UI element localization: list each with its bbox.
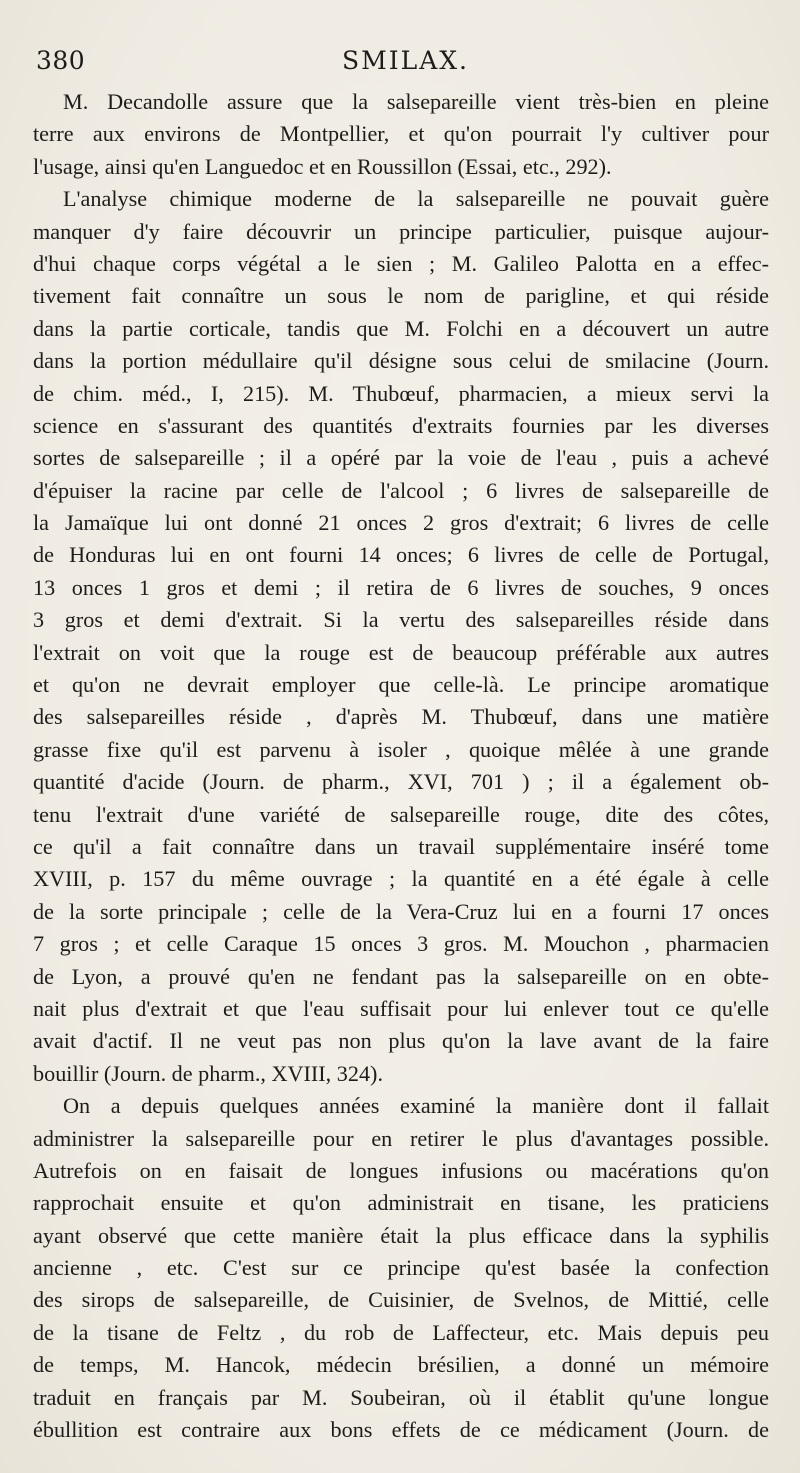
- text-line: dans la partie corticale, tandis que M. Folchi en a découvert un autre: [33, 315, 769, 341]
- text-line: ébullition est contraire aux bons effets de ce médicament (Journ. de: [33, 1417, 769, 1443]
- text-line: l'usage, ainsi qu'en Languedoc et en Roussillon (Essai, etc., 292).: [33, 153, 612, 179]
- text-line: traduit en français par M. Soubeiran, où il établit qu'une longue: [33, 1384, 769, 1410]
- page-header: [36, 46, 776, 82]
- text-line: de Lyon, a prouvé qu'en ne fendant pas la salsepareille on en obte-: [33, 963, 769, 989]
- text-line: rapprochait ensuite et qu'on administrait en tisane, les praticiens: [33, 1190, 769, 1216]
- text-line: science en s'assurant des quantités d'extraits fournies par les diverses: [33, 412, 769, 438]
- body-text: [33, 86, 769, 1446]
- text-line: avait d'actif. Il ne veut pas non plus qu'on la lave avant de la faire: [33, 1028, 769, 1054]
- text-line: dans la portion médullaire qu'il désigne sous celui de smilacine (Journ.: [33, 348, 769, 374]
- text-line: On a depuis quelques années examiné la manière dont il fallait: [63, 1093, 769, 1119]
- text-line: M. Decandolle assure que la salsepareille vient très-bien en pleine: [63, 89, 769, 114]
- text-line: nait plus d'extrait et que l'eau suffisait pour lui enlever tout ce qu'elle: [33, 995, 769, 1021]
- text-line: des sirops de salsepareille, de Cuisinier, de Svelnos, de Mittié, celle: [33, 1287, 769, 1313]
- text-line: 3 gros et demi d'extrait. Si la vertu des salsepareilles réside dans: [33, 607, 769, 633]
- text-line: manquer d'y faire découvrir un principe particulier, puisque aujour-: [33, 218, 769, 244]
- text-line: sortes de salsepareille ; il a opéré par la voie de l'eau , puis a achevé: [33, 445, 769, 471]
- running-head: SMILAX.: [342, 46, 470, 75]
- text-line: de la tisane de Feltz , du rob de Laffecteur, etc. Mais depuis peu: [33, 1319, 769, 1345]
- text-line: quantité d'acide (Journ. de pharm., XVI, 701 ) ; il a également ob-: [33, 769, 769, 795]
- text-line: de chim. méd., I, 215). M. Thubœuf, pharmacien, a mieux servi la: [33, 380, 769, 406]
- text-line: ayant observé que cette manière était la plus efficace dans la syphilis: [33, 1222, 769, 1248]
- text-line: ce qu'il a fait connaître dans un travail supplémentaire inséré tome: [33, 833, 769, 859]
- text-line: tivement fait connaître un sous le nom de parigline, et qui réside: [33, 283, 769, 309]
- text-line: 13 onces 1 gros et demi ; il retira de 6 livres de souches, 9 onces: [33, 574, 769, 600]
- text-line: d'hui chaque corps végétal a le sien ; M. Galileo Palotta en a effec-: [33, 250, 769, 276]
- text-line: tenu l'extrait d'une variété de salsepareille rouge, dite des côtes,: [33, 801, 769, 827]
- text-line: et qu'on ne devrait employer que celle-là. Le principe aromatique: [33, 672, 769, 698]
- text-line: Autrefois on en faisait de longues infusions ou macérations qu'on: [33, 1157, 769, 1183]
- text-line: 7 gros ; et celle Caraque 15 onces 3 gros. M. Mouchon , pharmacien: [33, 931, 769, 957]
- text-line: XVIII, p. 157 du même ouvrage ; la quantité en a été égale à celle: [33, 866, 769, 892]
- text-line: de la sorte principale ; celle de la Vera-Cruz lui en a fourni 17 onces: [33, 898, 769, 924]
- text-line: d'épuiser la racine par celle de l'alcool ; 6 livres de salsepareille de: [33, 477, 769, 503]
- text-line: administrer la salsepareille pour en retirer le plus d'avantages possible.: [33, 1125, 769, 1151]
- text-line: l'extrait on voit que la rouge est de beaucoup préférable aux autres: [33, 639, 769, 665]
- text-line: des salsepareilles réside , d'après M. Thubœuf, dans une matière: [33, 704, 769, 730]
- text-line: L'analyse chimique moderne de la salsepareille ne pouvait guère: [63, 186, 769, 212]
- text-line: grasse fixe qu'il est parvenu à isoler , quoique mêlée à une grande: [33, 736, 769, 762]
- text-line: terre aux environs de Montpellier, et qu'on pourrait l'y cultiver pour: [33, 121, 769, 147]
- text-line: la Jamaïque lui ont donné 21 onces 2 gros d'extrait; 6 livres de celle: [33, 510, 769, 536]
- text-line: de temps, M. Hancok, médecin brésilien, a donné un mémoire: [33, 1352, 769, 1378]
- page-number: 380: [36, 46, 86, 75]
- text-line: de Honduras lui en ont fourni 14 onces; 6 livres de celle de Portugal,: [33, 542, 769, 568]
- text-line: bouillir (Journ. de pharm., XVIII, 324).: [33, 1060, 383, 1086]
- text-line: ancienne , etc. C'est sur ce principe qu'est basée la confection: [33, 1255, 769, 1281]
